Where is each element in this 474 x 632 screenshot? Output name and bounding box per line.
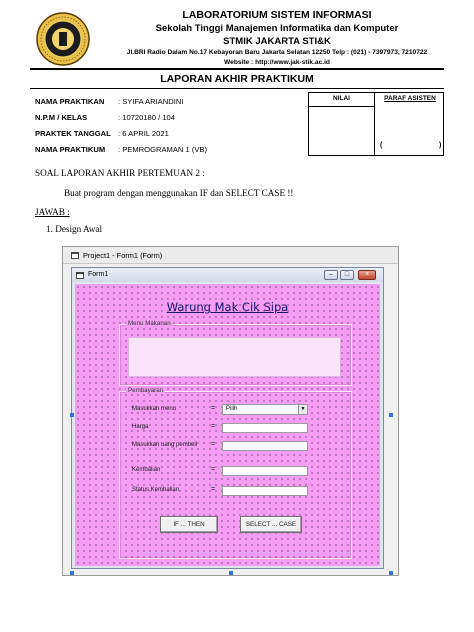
form1-title-bar	[72, 268, 383, 282]
list-item-design: 1. Design Awal	[46, 224, 103, 234]
resize-handle[interactable]	[389, 571, 393, 575]
payment-frame	[119, 387, 352, 559]
info-label: N.P.M / KELAS	[35, 113, 88, 122]
question-text: Buat program dengan menggunakan IF dan SELECT CASE !!	[64, 188, 294, 198]
info-row-name	[35, 97, 183, 106]
equals-sign: =	[211, 486, 216, 493]
payment-frame-label: Pembayaran	[128, 387, 164, 394]
if-then-button[interactable]: IF ... THEN	[160, 516, 218, 533]
resize-handle[interactable]	[70, 571, 74, 575]
form-icon	[71, 252, 79, 259]
project-title-bar	[63, 247, 398, 264]
maximize-button[interactable]: □	[340, 270, 354, 280]
address: Jl.BRI Radio Dalam No.17 Kebayoran Baru Jakarta Selatan 12250 Telp : (021) - 7397973, 7210722	[126, 49, 428, 56]
shop-heading-label: Warung Mak Cik Sipa	[166, 300, 289, 314]
form-icon	[76, 272, 84, 279]
grade-label: NILAI	[333, 95, 350, 102]
change-status-label: Status Kembalian	[132, 487, 180, 493]
website: Website : http://www.jak-stik.ac.id	[224, 59, 330, 66]
menu-frame	[119, 320, 352, 386]
info-label: NAMA PRAKTIKAN	[35, 97, 105, 106]
info-value: : SYIFA ARIANDINI	[118, 97, 184, 106]
open-paren: (	[380, 142, 383, 149]
info-value: : 10720180 / 104	[118, 113, 176, 122]
price-label: Harga	[132, 424, 149, 430]
close-paren: )	[439, 142, 442, 149]
report-title: LAPORAN AKHIR PRAKTIKUM	[160, 73, 314, 85]
info-row-course	[35, 145, 207, 154]
menu-combo[interactable]	[222, 404, 308, 415]
lab-name: LABORATORIUM SISTEM INFORMASI	[182, 9, 372, 21]
close-button[interactable]: ×	[358, 270, 376, 280]
chevron-down-icon[interactable]: ▼	[298, 405, 307, 414]
info-row-npm	[35, 113, 175, 122]
vb-designer-window	[62, 246, 399, 576]
info-label: PRAKTEK TANGGAL	[35, 129, 111, 138]
project-title: Project1 - Form1 (Form)	[83, 251, 163, 260]
equals-sign: =	[211, 423, 216, 430]
resize-handle[interactable]	[389, 413, 393, 417]
answer-title: JAWAB :	[35, 207, 70, 217]
select-case-button[interactable]: SELECT ... CASE	[240, 516, 302, 533]
form1-title: Form1	[88, 271, 109, 278]
resize-handle[interactable]	[70, 413, 74, 417]
stmik-logo	[36, 12, 90, 66]
change-label: Kembalian	[132, 467, 161, 473]
change-input[interactable]	[222, 466, 308, 476]
school-name: Sekolah Tinggi Manajemen Informatika dan Komputer	[155, 23, 399, 34]
combo-value: Pilih	[226, 406, 238, 412]
equals-sign: =	[211, 466, 216, 473]
school-abbr: STMIK JAKARTA STI&K	[223, 36, 331, 47]
payment-amount-input[interactable]	[222, 441, 308, 451]
menu-frame-label: Menu Makanan	[128, 320, 171, 327]
minimize-button[interactable]: –	[324, 270, 338, 280]
header-rule	[30, 68, 444, 70]
title-rule	[30, 88, 444, 89]
form-client-area	[75, 284, 380, 566]
equals-sign: =	[211, 405, 216, 412]
equals-sign: =	[211, 441, 216, 448]
info-label: NAMA PRAKTIKUM	[35, 145, 106, 154]
grade-box	[308, 92, 444, 156]
change-status-input[interactable]	[222, 486, 308, 496]
info-value: : 6 APRIL 2021	[118, 129, 169, 138]
letterhead	[92, 8, 462, 68]
form1-window	[71, 267, 384, 569]
signature-label: PARAF ASISTEN	[384, 95, 436, 102]
question-title: SOAL LAPORAN AKHIR PERTEMUAN 2 :	[35, 168, 205, 178]
info-row-date	[35, 129, 169, 138]
menu-input-label: Masukkan menu	[132, 406, 177, 412]
price-input[interactable]	[222, 423, 308, 433]
menu-display-box[interactable]	[128, 337, 341, 377]
resize-handle[interactable]	[229, 571, 233, 575]
payment-amount-label: Masukkan uang pembeli	[132, 442, 198, 448]
info-value: : PEMROGRAMAN 1 (VB)	[118, 145, 208, 154]
